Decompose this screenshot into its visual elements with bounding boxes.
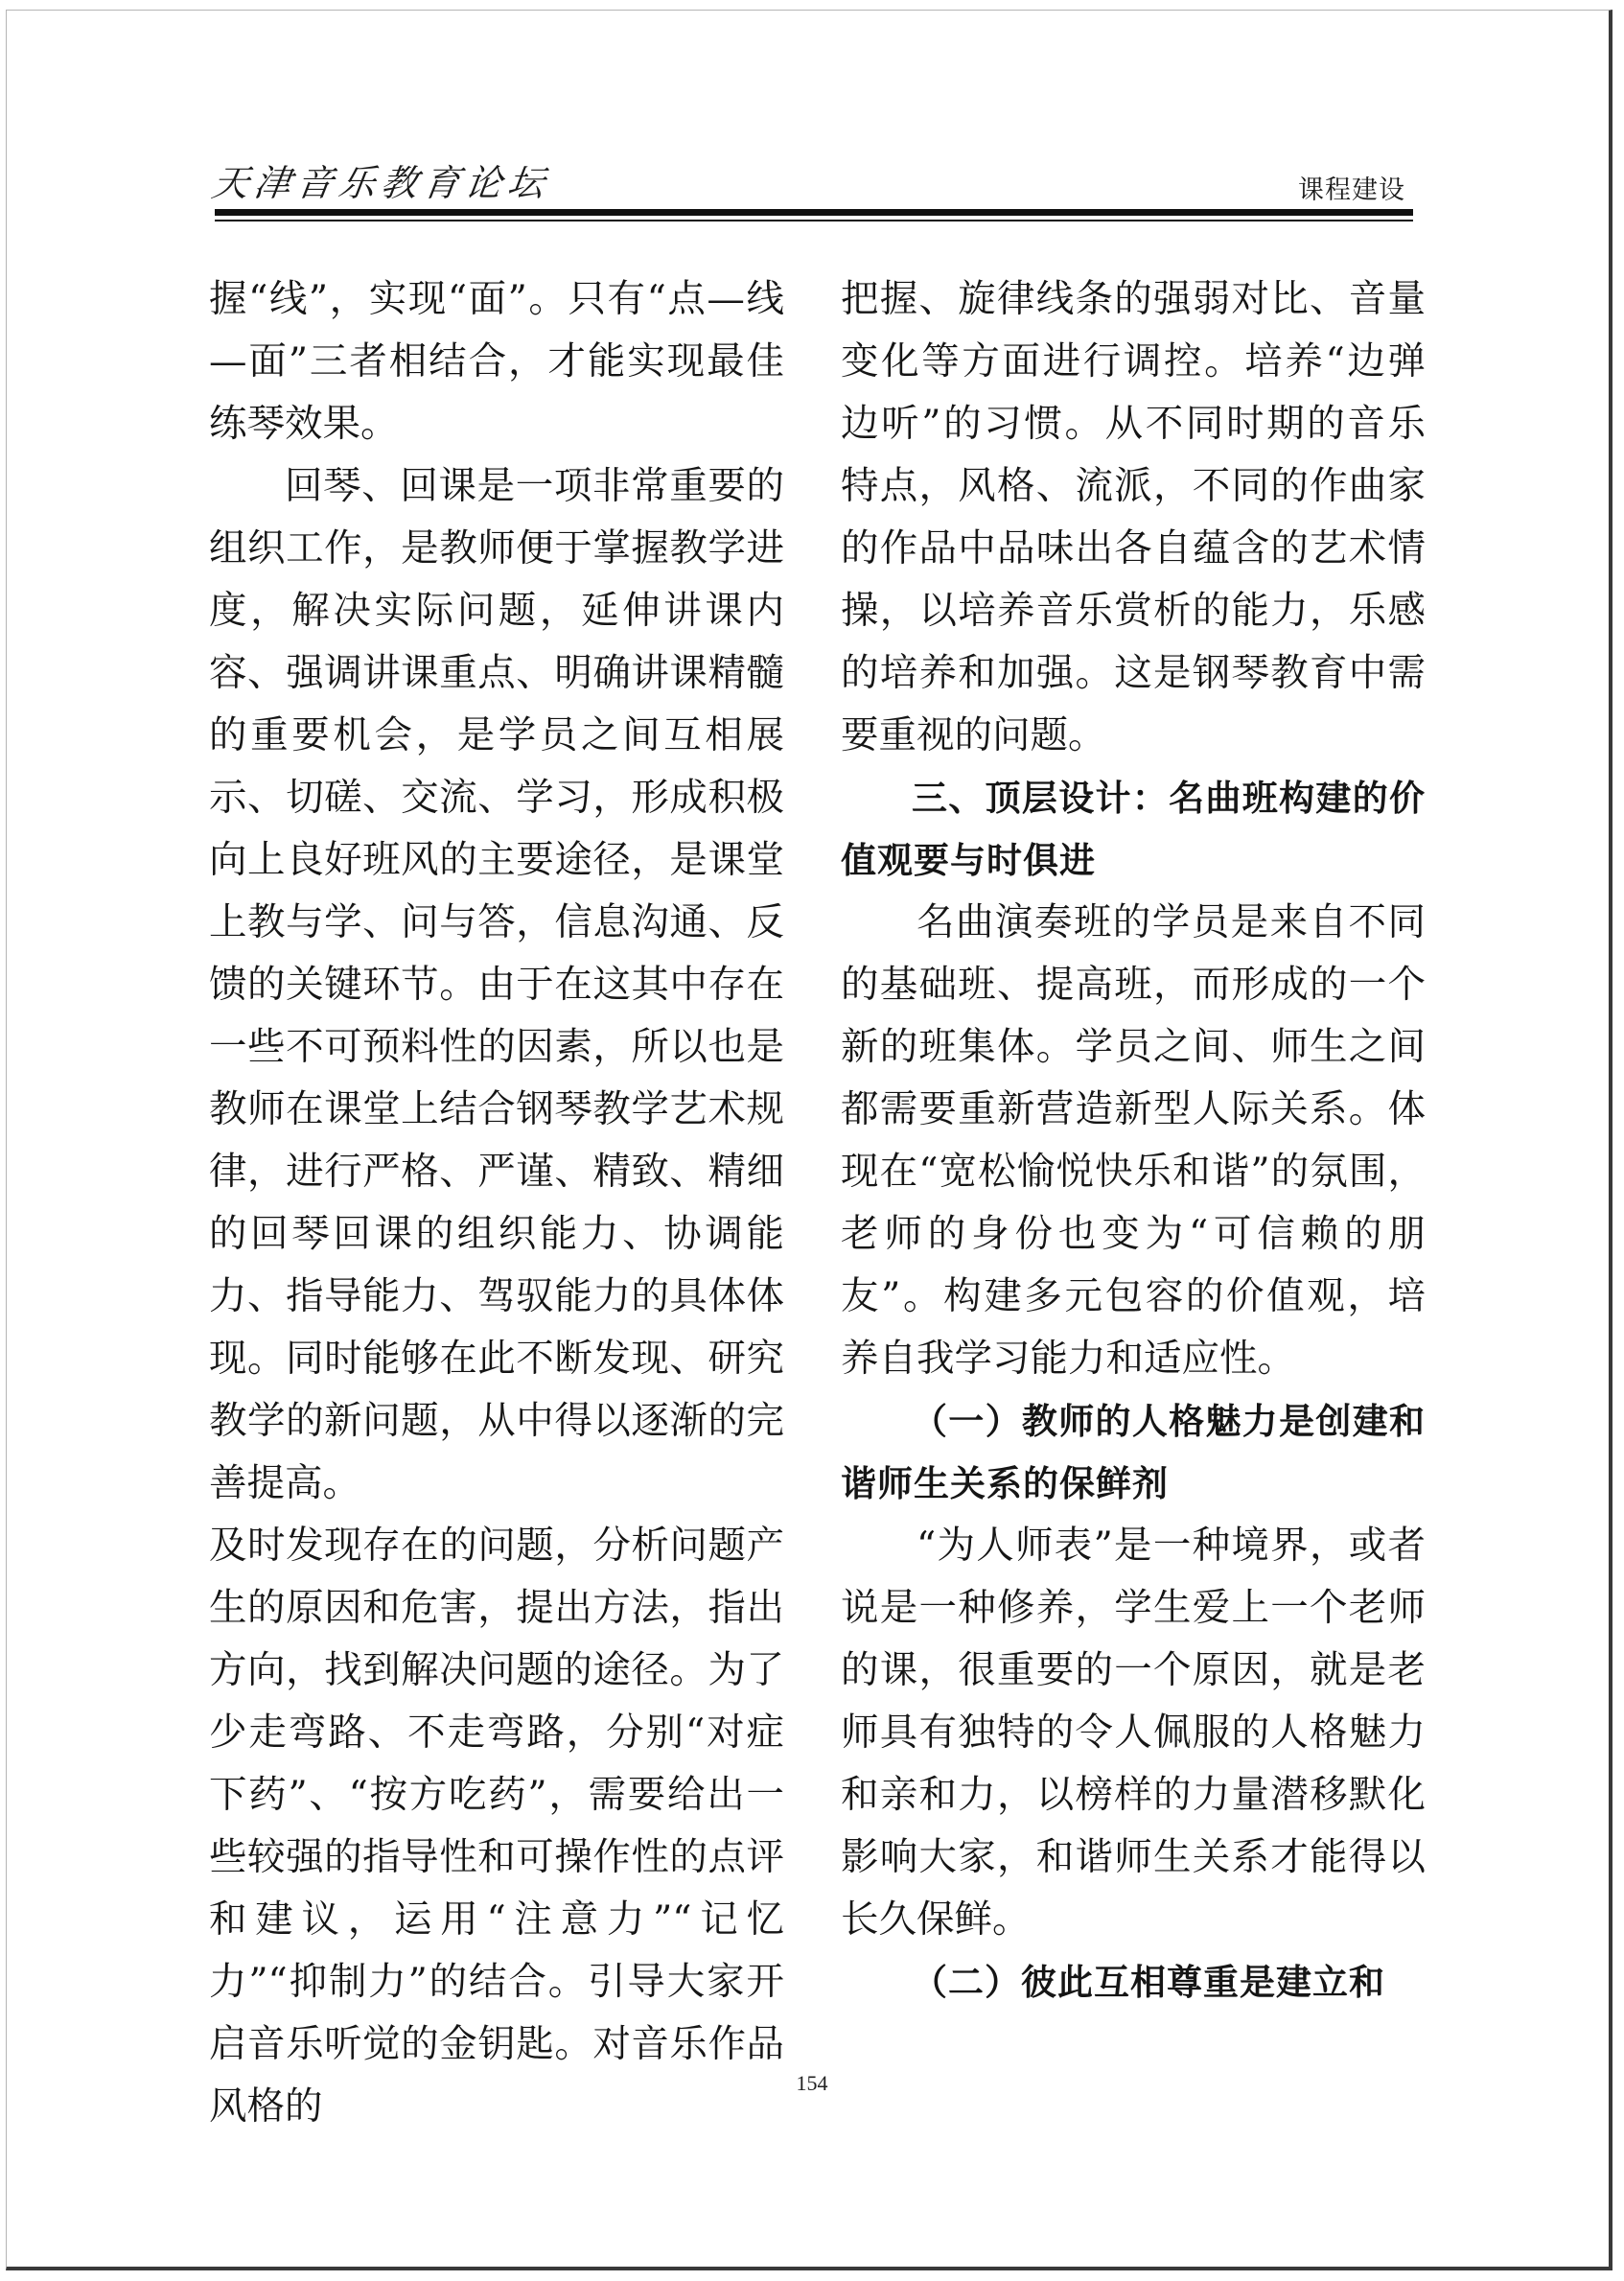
journal-logo: 天津音乐教育论坛 (209, 162, 553, 204)
header-rule-thin (215, 220, 1413, 221)
paragraph: 名曲演奏班的学员是来自不同的基础班、提高班，而形成的一个新的班集体。学员之间、师生之间都需要重新营造新型人际关系。体现在“宽松愉悦快乐和谐”的氛围，老师的身份也变为“可信赖的朋友”。构建多元包容的价值观，培养自我学习能力和适应性。 (841, 900, 1426, 1381)
subsection-heading: （二）彼此互相尊重是建立和 (912, 1962, 1385, 2003)
left-column (209, 268, 784, 2138)
paragraph: 把握、旋律线条的强弱对比、音量变化等方面进行调控。培养“边弹边听”的习惯。从不同时期的音乐特点，风格、流派，不同的作曲家的作品中品味出各自蕴含的艺术情操，以培养音乐赏析的能力，乐感的培养和加强。这是钢琴教育中需要重视的问题。 (841, 277, 1426, 757)
subsection-heading: （一）教师的人格魅力是创建和谐师生关系的保鲜剂 (841, 1401, 1426, 1504)
paragraph: 握“线”，实现“面”。只有“点—线—面”三者相结合，才能实现最佳练琴效果。 (209, 277, 784, 446)
section-heading: 三、顶层设计：名曲班构建的价值观要与时俱进 (841, 778, 1426, 881)
paragraph: 回琴、回课是一项非常重要的组织工作，是教师便于掌握教学进度，解决实际问题，延伸讲课内容、强调讲课重点、明确讲课精髓的重要机会，是学员之间互相展示、切磋、交流、学习，形成积极向上良好班风的主要途径，是课堂上教与学、问与答，信息沟通、反馈的关键环节。由于在这其中存在一些不可预料性的因素，所以也是教师在课堂上结合钢琴教学艺术规律，进行严格、严谨、精致、精细的回琴回课的组织能力、协调能力、指导能力、驾驭能力的具体体现。同时能够在此不断发现、研究教学的新问题，从中得以逐渐的完善提高。 (209, 464, 784, 1505)
right-column (841, 268, 1426, 2013)
header-rule (215, 209, 1413, 216)
paragraph: “为人师表”是一种境界，或者说是一种修养，学生爱上一个老师的课，很重要的一个原因，就是老师具有独特的令人佩服的人格魅力和亲和力，以榜样的力量潜移默化影响大家，和谐师生关系才能得以长久保鲜。 (841, 1524, 1426, 1942)
paragraph: 及时发现存在的问题，分析问题产生的原因和危害，提出方法，指出方向，找到解决问题的途径。为了少走弯路、不走弯路，分别“对症下药”、“按方吃药”，需要给出一些较强的指导性和可操作性的点评和建议，运用“注意力”“记忆力”“抑制力”的结合。引导大家开启音乐听觉的金钥匙。对音乐作品风格的 (209, 1524, 784, 2129)
page-number: 154 (796, 2071, 828, 2095)
section-label: 课程建设 (1298, 175, 1405, 205)
